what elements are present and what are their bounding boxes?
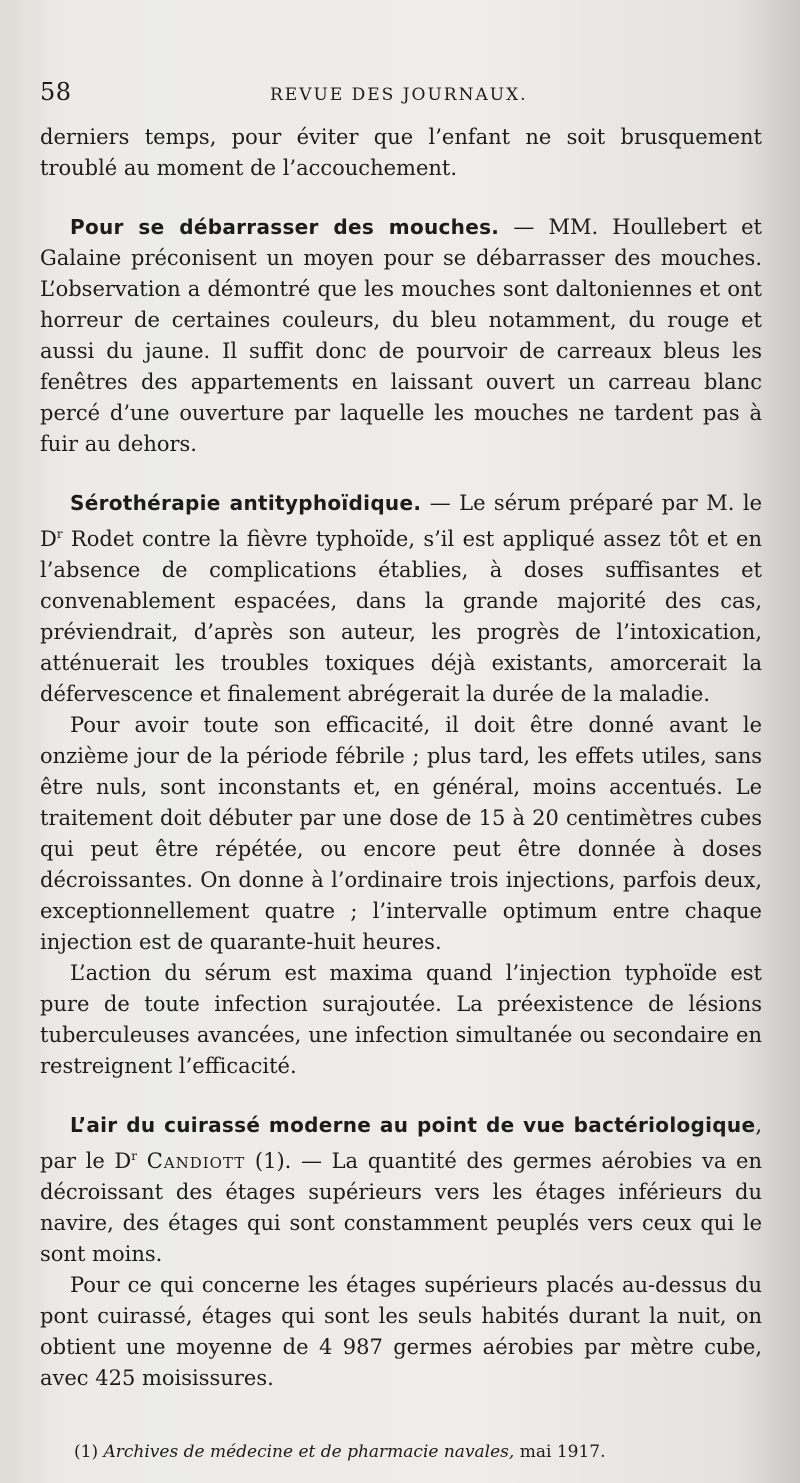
- section-title: L’air du cuirassé moderne au point de vue bactériologique: [70, 1113, 756, 1137]
- footnote-date: mai 1917.: [519, 1442, 606, 1462]
- section-lead-text-continued: Rodet contre la fièvre typhoïde, s’il est appliqué assez tôt et en l’absence de complications établies, à doses suffisantes et convenablement espacées, dans la grande majorité des cas, préviendrait, d’après son auteur, les progrès de l’intoxication, atténuerait les troubles toxiques déjà existants, amorcerait la défervescence et finalement abrégerait la durée de la maladie.: [40, 527, 762, 706]
- running-head: [40, 78, 762, 122]
- section-lead-text: — Le sérum préparé par M. le D: [40, 491, 762, 551]
- section-paragraph: Pour avoir toute son efficacité, il doit être donné avant le onzième jour de la période fébrile ; plus tard, les effets utiles, sans être nuls, sont inconstants et, en général, moins accentués. Le traitement doit débuter par une dose de 15 à 20 centimètres cubes qui peut être répétée, ou encore peut être donnée à doses décroissantes. On donne à l’ordinaire trois injections, parfois deux, exceptionnellement quatre ; l’intervalle optimum entre chaque injection est de quarante-huit heures.: [40, 713, 762, 954]
- footnote-source: Archives de médecine et de pharmacie navales,: [103, 1442, 515, 1462]
- section-paragraph: Pour ce qui concerne les étages supérieurs placés au-dessus du pont cuirassé, étages qui sont les seuls habités durant la nuit, on obtient une moyenne de 4 987 germes aérobies par mètre cube, avec 425 moisissures.: [40, 1273, 762, 1390]
- section-mouches: [40, 212, 762, 460]
- byline-text: , par le D: [40, 1113, 762, 1173]
- section-serotherapie: [40, 488, 762, 1082]
- section-paragraph: [40, 1110, 762, 1270]
- section-paragraph: L’action du sérum est maxima quand l’injection typhoïde est pure de toute infection surajoutée. La préexistence de lésions tuberculeuses avancées, une infection simultanée ou secondaire en restreignent l’efficacité.: [40, 961, 762, 1078]
- section-text: — MM. Houllebert et Galaine préconisent un moyen pour se débarrasser des mouches. L’observation a démontré que les mouches sont daltoniennes et ont horreur de certaines couleurs, du bleu notamment, du rouge et aussi du jaune. Il suffit donc de pourvoir de carreaux bleus les fenêtres des appartements en laissant ouvert un carreau blanc percé d’une ouverture par laquelle les mouches ne tardent pas à fuir au dehors.: [40, 215, 762, 456]
- byline-text-continued: (1). — La quantité des germes aérobies va en décroissant des étages supérieurs vers les étages inférieurs du navire, des étages qui sont constamment peuplés vers ceux qui le sont moins.: [40, 1149, 762, 1266]
- intro-paragraph: derniers temps, pour éviter que l’enfant ne soit brusquement troublé au moment de l’accouchement.: [40, 125, 762, 180]
- author-name: Candiott: [146, 1149, 246, 1173]
- section-paragraph: [40, 488, 762, 710]
- doctor-abbrev-sup: r: [131, 1149, 138, 1163]
- footnote-marker: (1): [74, 1442, 99, 1462]
- footnote: [40, 1440, 762, 1464]
- article-body: [40, 122, 762, 1394]
- section-air-cuirasse: [40, 1110, 762, 1394]
- doctor-abbrev-sup: r: [56, 527, 63, 541]
- journal-title: REVUE DES JOURNAUX.: [270, 85, 528, 105]
- section-title: Pour se débarrasser des mouches.: [70, 215, 500, 239]
- page-number: 58: [40, 78, 72, 106]
- section-paragraph: [40, 212, 762, 460]
- section-title: Sérothérapie antityphoïdique.: [70, 491, 422, 515]
